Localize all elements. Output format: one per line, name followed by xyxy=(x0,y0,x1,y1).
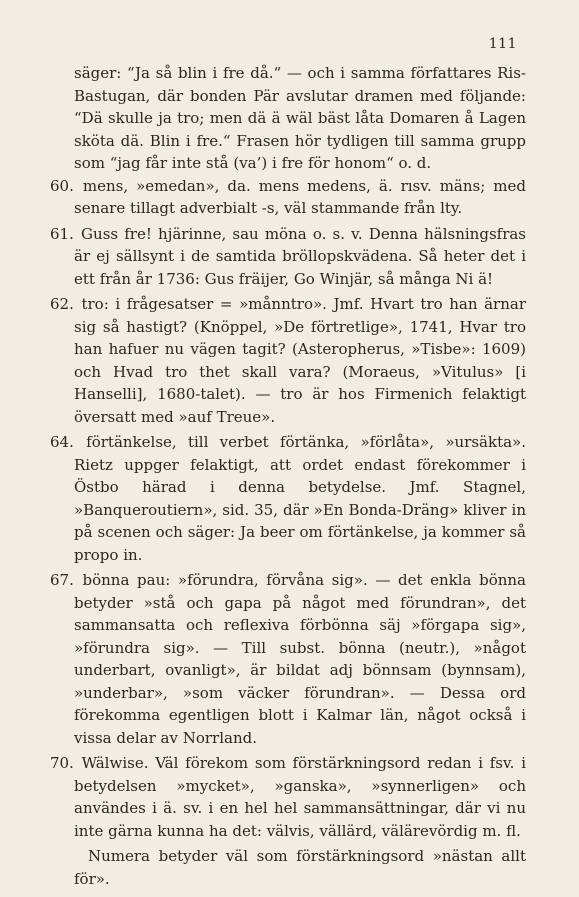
intro-paragraph: säger: “Ja så blin i fre då.“ — och i samma författares Ris-Bastugan, där bonden Pär avslutar dramen med följande: “Dä skulle ja tro; men dä ä wäl bäst låta Domaren å Lagen sköta dä. Blin i fre.“ Frasen hör tydligen till samma grupp som “jag får inte stå (va’) i fre för honom“ o. d. xyxy=(74,64,526,172)
page-body xyxy=(50,62,526,890)
note-text: bönna pau: »förundra, förvåna sig». — det enkla bönna betyder »stå och gapa på något med förundran», det sammansatta och reflexiva förbönna säj »förgapa sig», »förundra sig». — Till subst. bönna (neutr.), »något underbart, ovanligt», är bildat adj bönnsam (bynnsam), »underbar», »som väcker förundran». — Dessa ord förekomma egentligen blott i Kalmar län, något också i vissa delar av Norrland. xyxy=(74,571,526,747)
note-text: Guss fre! hjärinne, sau möna o. s. v. Denna hälsningsfras är ej sällsynt i de samtida bröllopskvädena. Så heter det i ett från år 1736: Gus fräijer, Go Winjär, så många Ni ä! xyxy=(74,224,526,288)
note-text: Wälwise. Väl förekom som förstärkningsord redan i fsv. i betydelsen »mycket», »ganska», »synnerligen» och användes i ä. sv. i en hel hel sammansättningar, där vi nu inte gärna kunna ha det: välvis, vällärd, välärevördig m. fl. xyxy=(74,754,526,840)
note-number: 62 . xyxy=(50,295,75,313)
note-entry-70 xyxy=(50,752,526,842)
note-number: 61 . xyxy=(50,225,75,243)
note-number: 67 . xyxy=(50,571,75,589)
note-number: 60 . xyxy=(50,177,75,195)
note-text: mens, »emedan», da. mens medens, ä. rısv. mäns; med senare tillagt adverbialt -s, väl stammande från lty. xyxy=(74,176,526,217)
note-entry-64 xyxy=(50,431,526,566)
note-entry-61 xyxy=(50,223,526,291)
note-entry-62 xyxy=(50,293,526,428)
page-number: 111 xyxy=(488,36,517,52)
note-entry-67 xyxy=(50,569,526,749)
note-entry-60 xyxy=(50,175,526,220)
note-text: förtänkelse, till verbet förtänka, »förlåta», »ursäkta». Rietz uppger felaktigt, att ordet endast förekommer i Östbo härad i denna betydelse. Jmf. Stagnel, »Banqueroutiern», sid. 35, där »En Bonda-Dräng» kliver in på scenen och säger: Ja beer om förtänkelse, ja kommer så propo in. xyxy=(74,433,526,564)
note-number: 64 . xyxy=(50,433,75,451)
closing-paragraph: Numera betyder väl som förstärkningsord »nästan allt för». xyxy=(74,847,526,888)
note-number: 70 . xyxy=(50,754,75,772)
note-text: tro: i frågesatser = »månntro». Jmf. Hvart tro han ärnar sig så hastigt? (Knöppel, »De förtretlige», 1741, Hvar tro han hafuer nu vägen tagit? (Asteropherus, »Tisbe»: 1609) och Hvad tro thet skall vara? (Moraeus, »Vitulus» [i Hanselli], 1680-talet). — tro är hos Firmenich felaktigt översatt med »auf Treue». xyxy=(74,295,526,426)
